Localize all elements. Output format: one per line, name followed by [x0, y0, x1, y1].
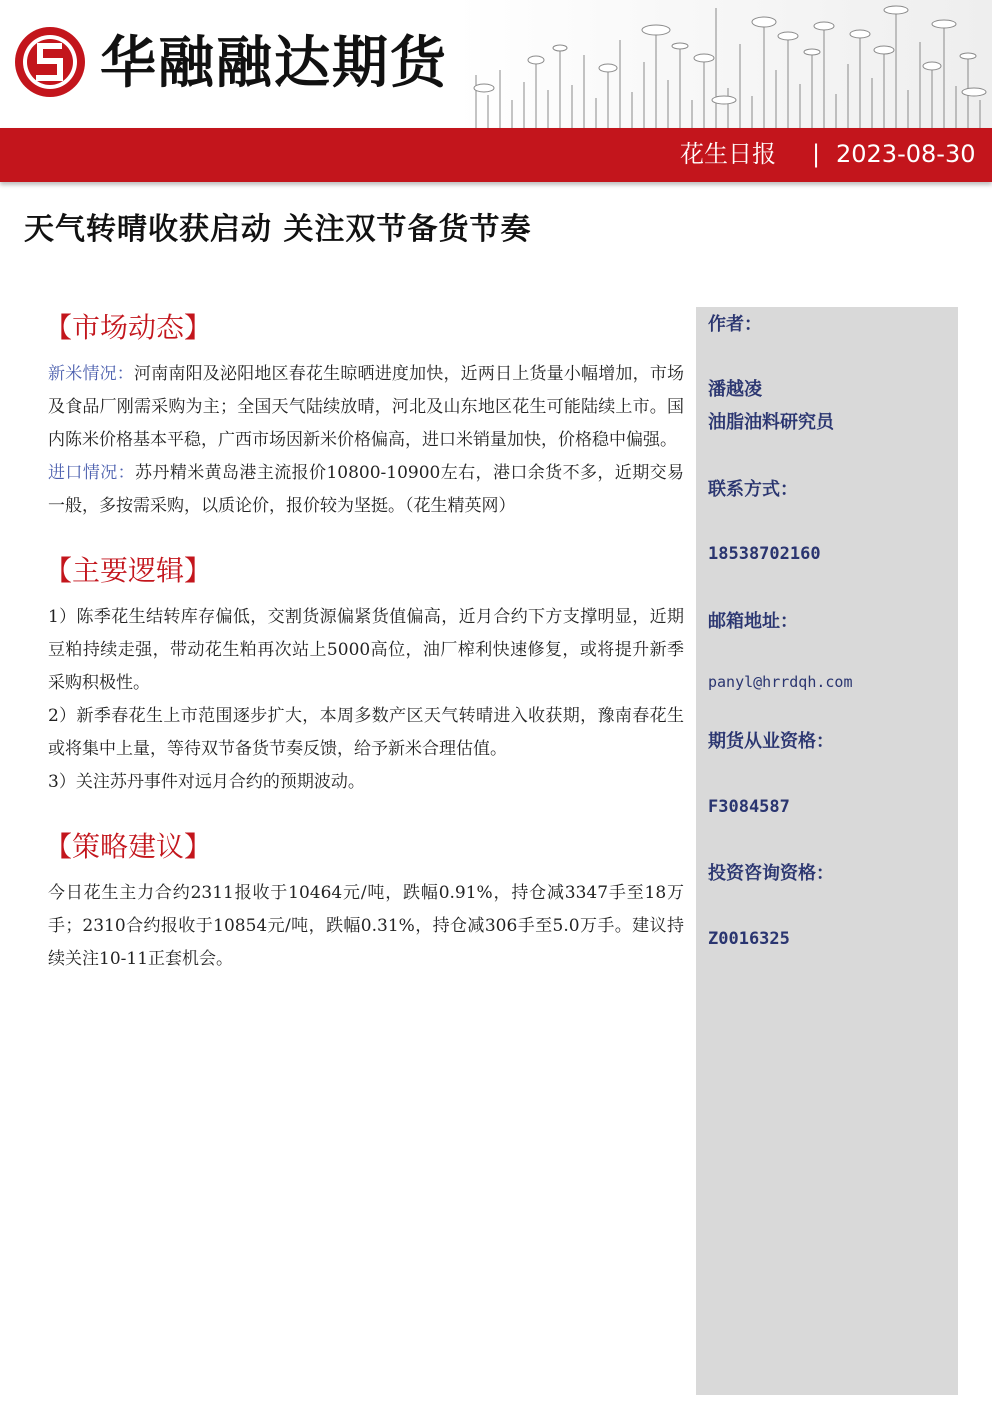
- page-title: 天气转晴收获启动 关注双节备货节奏: [24, 212, 532, 247]
- logic-point-3: 3）关注苏丹事件对远月合约的预期波动。: [48, 772, 365, 792]
- market-section: [44, 308, 685, 523]
- strategy-section-title: 【策略建议】: [44, 830, 213, 863]
- report-header: [0, 0, 992, 182]
- contact-value: 18538702160: [708, 544, 821, 564]
- logic-point-1: 1）陈季花生结转库存偏低，交割货源偏紧货值偏高，近月合约下方支撑明显，近期豆粕持续走强，带动花生粕再次站上5000高位，油厂榨利快速修复，或将提升新季采购积极性。: [48, 607, 684, 693]
- email-value: panyl@hrrdqh.com: [708, 673, 853, 691]
- report-date: 2023-08-30: [836, 140, 976, 168]
- report-separator: |: [812, 140, 821, 168]
- new-rice-paragraph: [48, 358, 684, 457]
- new-rice-text: 河南南阳及泌阳地区春花生晾晒进度加快，近两日上货量小幅增加，市场及食品厂刚需采购为主；全国天气陆续放晴，河北及山东地区花生可能陆续上市。国内陈米价格基本平稳，广西市场因新米价格偏高，进口米销量加快，价格稳中偏强。: [48, 364, 685, 450]
- new-rice-lead: 新米情况：: [48, 364, 134, 384]
- hrrd-logo-icon: [12, 24, 88, 100]
- import-paragraph: [48, 457, 684, 523]
- market-section-title: 【市场动态】: [44, 311, 213, 344]
- email-label: 邮箱地址：: [708, 611, 798, 632]
- futures-qualification-label: 期货从业资格：: [708, 731, 834, 752]
- strategy-paragraph: 今日花生主力合约2311报收于10464元/吨，跌幅0.91%，持仓减3347手至18万手；2310合约报收于10854元/吨，跌幅0.31%，持仓减306手至5.0万手。建议持续关注10-11正套机会。: [48, 883, 684, 969]
- logic-point-2: 2）新季春花生上市范围逐步扩大，本周多数产区天气转晴进入收获期，豫南春花生或将集中上量，等待双节备货节奏反馈，给予新米合理估值。: [48, 706, 684, 759]
- author-name: 潘越凌: [708, 379, 762, 400]
- advisory-qualification-value: Z0016325: [708, 929, 790, 949]
- import-lead: 进口情况：: [48, 463, 136, 483]
- author-sidebar: [696, 307, 958, 1395]
- strategy-section: [44, 827, 684, 976]
- main-content: [44, 308, 685, 1004]
- author-title: 油脂油料研究员: [708, 412, 834, 433]
- logic-section-title: 【主要逻辑】: [44, 554, 213, 587]
- logic-section: [44, 551, 684, 799]
- import-text: 苏丹精米黄岛港主流报价10800-10900左右，港口余货不多，近期交易一般，多按需采购，以质论价，报价较为坚挺。（花生精英网）: [48, 463, 684, 516]
- brand-name: 华融融达期货: [100, 31, 448, 96]
- advisory-qualification-label: 投资咨询资格：: [708, 863, 834, 884]
- report-type: 花生日报: [680, 140, 776, 168]
- author-label: 作者：: [708, 314, 762, 335]
- contact-label: 联系方式：: [708, 479, 798, 500]
- decorative-lines-graphic: [456, 0, 992, 128]
- futures-qualification-value: F3084587: [708, 797, 790, 817]
